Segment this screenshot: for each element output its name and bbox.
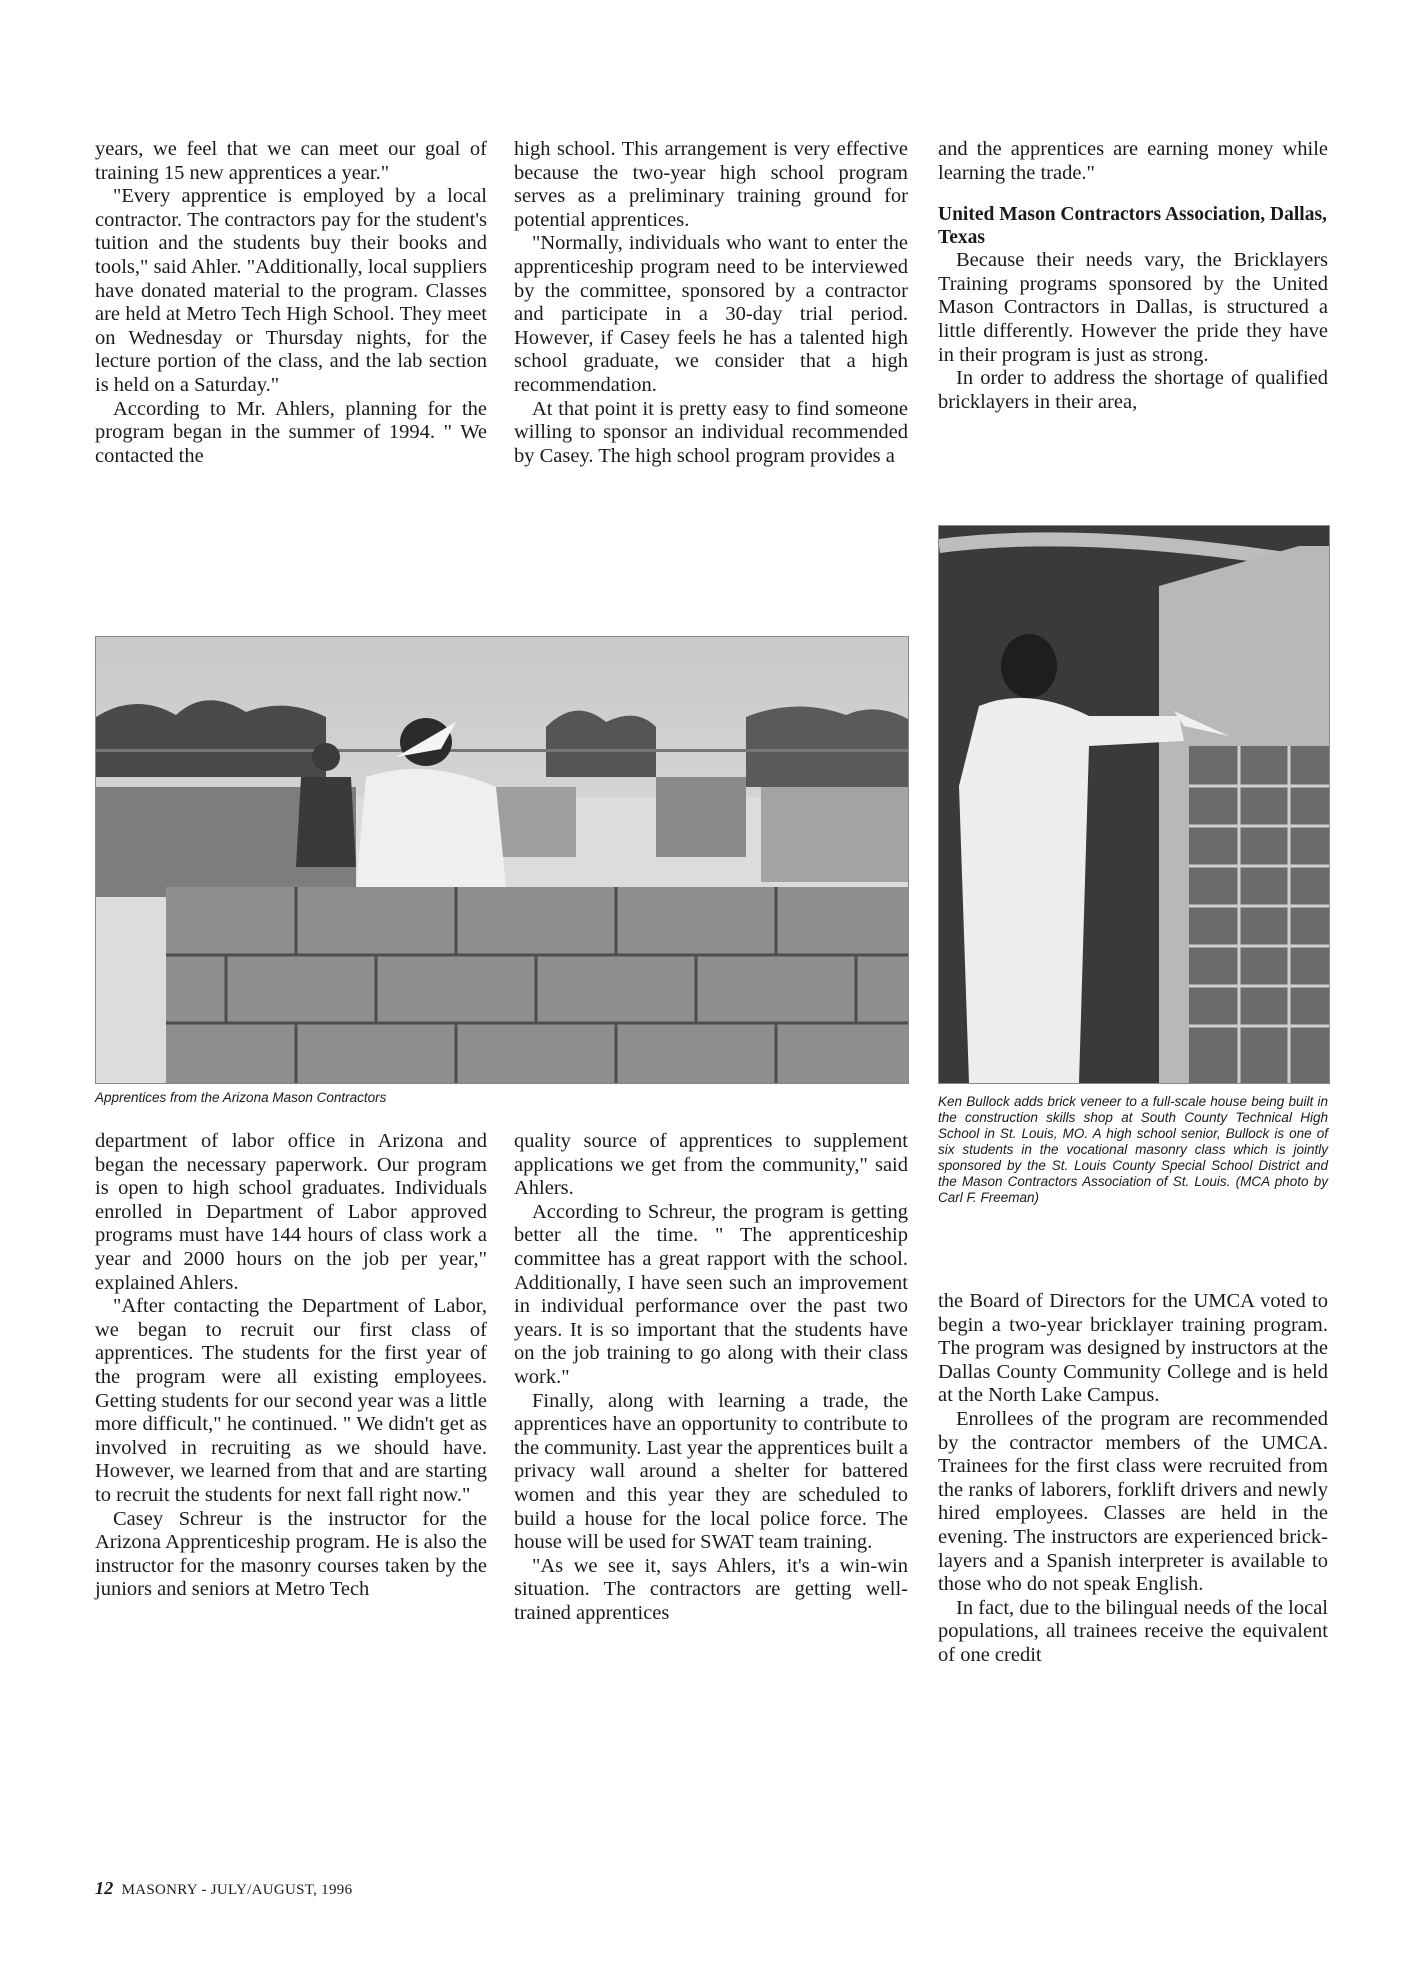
paragraph: high school. This arrangement is very effective because the two-year high school program serves as a preliminary training ground for potential apprentices. [514,138,908,231]
paragraph: years, we feel that we can meet our goal of training 15 new apprentices a year." [95,138,487,184]
photo-caption-left: Apprentices from the Arizona Mason Contractors [95,1090,387,1105]
paragraph: "As we see it, says Ahlers, it's a win-win situation. The contractors are getting well-trained apprentices [514,1554,908,1624]
column-1-bottom [95,1130,487,1602]
paragraph: At that point it is pretty easy to find someone willing to sponsor an individual recommended by Casey. The high school program provides a [514,397,908,467]
paragraph: Finally, along with learning a trade, the apprentices have an opportunity to contribute to the community. Last year the apprentices built a privacy wall around a shelter for battered women and this year they are scheduled to build a house for the local police force. The house will be used for SWAT team training. [514,1389,908,1554]
paragraph: Casey Schreur is the instructor for the Arizona Apprenticeship program. He is also the instructor for the masonry courses taken by the juniors and seniors at Metro Tech [95,1507,487,1601]
apprentices-photo [95,636,909,1084]
section-heading: United Mason Contractors Association, Dallas, Texas [938,204,1327,249]
paragraph: "After contacting the Department of Labor, we began to recruit our first class of apprentices. The students for the first year of the program were all existing employees. Getting students for our second year was a little more difficult," he continued. " We didn't get as involved in recruiting as we should have. However, we learned from that and are starting to recruit the students for next fall right now." [95,1295,487,1506]
column-1-top [95,138,487,468]
paragraph: In order to address the shortage of qualified bricklayers in their area, [938,367,1328,413]
paragraph: According to Mr. Ahlers, planning for the program began in the summer of 1994. " We contacted the [95,397,487,467]
page-number: 12 [95,1878,114,1898]
paragraph: the Board of Directors for the UMCA voted to begin a two-year bricklayer training program. The program was designed by instructors at the Dallas County Community College and is held at the North Lake Campus. [938,1290,1328,1407]
page-footer [95,1878,352,1899]
column-2-bottom [514,1130,908,1625]
paragraph: According to Schreur, the program is getting better all the time. " The apprenticeship committee has a great rapport with the school. Additionally, I have seen such an improvement in individual performance over the past two years. It is so important that the students have on the job training to go along with their class work." [514,1200,908,1388]
photo-caption-right: Ken Bullock adds brick veneer to a full-scale house being built in the construction skills shop at South County Technical High School in St. Louis, MO. A high school senior, Bullock is one of six students in the vocational masonry class which is jointly sponsored by the St. Louis County Special School District and the Mason Contractors Association of St. Louis. (MCA photo by Carl F. Freeman) [938,1094,1328,1205]
paragraph: department of labor office in Arizona and began the necessary paperwork. Our program is open to high school graduates. Individuals enrolled in Department of Labor approved programs must have 144 hours of class work a year and 2000 hours on the job per year," explained Ahlers. [95,1130,487,1294]
publication-line: MASONRY - JULY/AUGUST, 1996 [121,1882,353,1898]
column-3-top [938,138,1328,414]
brick-veneer-photo [938,525,1330,1084]
column-3-bottom [938,1290,1328,1668]
paragraph: and the apprentices are earning money while learning the trade." [938,138,1328,184]
paragraph: Because their needs vary, the Bricklayers Training programs sponsored by the United Mason Contractors in Dallas, is structured a little differently. However the pride they have in their program is just as strong. [938,249,1328,366]
paragraph: In fact, due to the bilingual needs of the local populations, all trainees receive the equivalent of one credit [938,1596,1328,1666]
paragraph: Enrollees of the program are recommended by the contractor members of the UMCA. Trainees for the first class were recruited from the ranks of laborers, forklift drivers and newly hired employees. Classes are held in the evening. The instructors are experienced brick-layers and a Spanish interpreter is available to those who do not speak English. [938,1407,1328,1596]
paragraph: "Normally, individuals who want to enter the apprenticeship program need to be interviewed by the committee, sponsored by a contractor and participate in a 30-day trial period. However, if Casey feels he has a talented high school graduate, we consider that a high recommendation. [514,232,908,396]
paragraph: quality source of apprentices to supplement applications we get from the community," said Ahlers. [514,1130,908,1200]
column-2-top [514,138,908,468]
paragraph: "Every apprentice is employed by a local contractor. The contractors pay for the student's tuition and the students buy their books and tools," said Ahler. "Additionally, local suppliers have donated material to the program. Classes are held at Metro Tech High School. They meet on Wednesday or Thursday nights, for the lecture portion of the class, and the lab section is held on a Saturday." [95,185,487,396]
